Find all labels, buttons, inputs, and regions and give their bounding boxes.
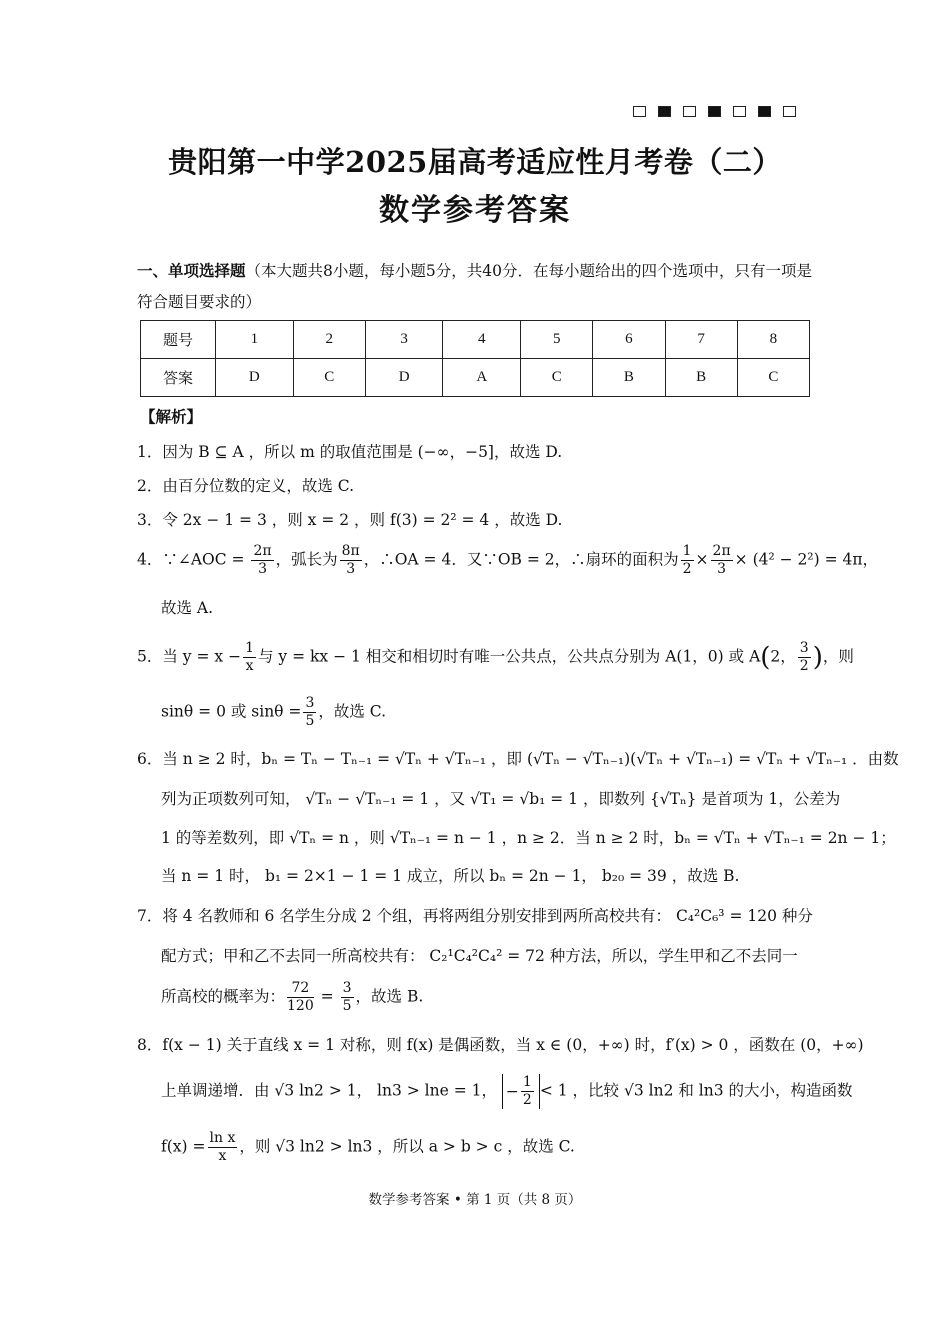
solution-5-line-2 [161,695,386,730]
document-subtitle: 数学参考答案 [379,193,571,228]
solution-text: 与 y = kx − 1 相交和相切时有唯一公共点，公共点分别为 A(1，0) 或 A [257,647,761,666]
corner-mark-empty [733,106,746,117]
answer-table-question-row [141,321,810,359]
solution-text: f(x − 1) 关于直线 x = 1 对称，则 f(x) 是偶函数，当 x ∈ (0，+∞) 时，f′(x) > 0 ，函数在 (0，+∞) [162,1036,864,1054]
equals-sign: = [315,987,339,1006]
answer-table [140,320,810,397]
fraction [303,695,316,730]
analysis-heading: 【解析】 [140,407,203,426]
fraction [341,980,354,1015]
solution-7-line-3 [161,980,423,1015]
solution-number: 3． [137,511,163,529]
corner-mark-filled [708,106,721,117]
solution-number: 8． [137,1036,163,1054]
denominator: x [245,658,254,674]
answer-cell: B [593,359,665,397]
corner-mark-empty [633,106,646,117]
question-number: 7 [665,321,737,359]
fraction [243,640,256,675]
solution-text: 由百分位数的定义，故选 C. [162,477,355,495]
question-number: 1 [216,321,294,359]
solution-number: 2． [137,477,163,495]
answer-cell: B [665,359,737,397]
solution-6-line-2: 列为正项数列可知， √Tₙ − √Tₙ₋₁ = 1 ，又 √T₁ = √b₁ = 1 ，即数列 {√Tₙ} 是首项为 1，公差为 [161,790,841,808]
solution-text: ，∴OA = 4．又∵OB = 2，∴扇环的面积为 [363,550,679,569]
solution-text: ，则 [822,647,854,666]
solution-number: 5． [137,647,163,666]
fraction [521,1074,534,1109]
solution-text: f(x) = [161,1137,206,1156]
question-number: 6 [593,321,665,359]
solution-number: 6． [137,750,163,768]
fraction [287,980,314,1015]
solution-text: 将 4 名教师和 6 名学生分成 2 个组，再将两组分别安排到两所高校共有： C₄²C₆³ = 120 种分 [162,907,813,925]
solution-1 [137,440,562,462]
corner-mark-filled [758,106,771,117]
point-coordinate: 2， [770,647,796,666]
minus-sign: − [505,1082,519,1101]
solution-number: 4． [137,550,163,569]
solution-text: < 1 ，比较 √3 ln2 和 ln3 的大小，构造函数 [539,1081,853,1100]
denominator: 2 [799,658,809,674]
document-title: 贵阳第一中学2025届高考适应性月考卷（二） [168,145,782,179]
numerator: 3 [305,695,315,711]
solution-text: ，弧长为 [275,550,338,569]
solution-5-line-1: 5．当 y = x − $\frac{1}{x}$ 与 y = kx − 1 相交和相切时有唯一公共点，公共点分别为 A(1，0) 或 A(2， $\frac{3}{2}$ )，则 [137,640,854,674]
answer-cell: C [737,359,809,397]
question-number: 8 [737,321,809,359]
solution-3 [137,508,562,530]
solution-6-line-1 [137,747,899,769]
solution-8-line-2 [161,1074,853,1109]
solution-6-line-3: 1 的等差数列，即 √Tₙ = n ，则 √Tₙ₋₁ = n − 1 ，n ≥ 2．当 n ≥ 2 时，bₙ = √Tₙ + √Tₙ₋₁ = 2n − 1； [161,829,896,847]
numerator: 3 [799,640,809,656]
page-footer: 数学参考答案 • 第 1 页（共 8 页） [368,1192,582,1208]
solution-text: 因为 B ⊆ A ，所以 m 的取值范围是 (−∞，−5]，故选 D. [162,443,563,461]
numerator: ln x [209,1130,236,1146]
solution-text: 当 y = x − [162,647,242,666]
fraction [340,543,362,578]
solution-number: 7． [137,907,163,925]
solution-text: ∵∠AOC = [162,550,245,569]
solution-text: 上单调递增．由 √3 ln2 > 1， ln3 > lne = 1， [161,1081,502,1100]
row-header-question: 题号 [141,321,216,359]
solution-text: ，则 √3 ln2 > ln3 ，所以 a > b > c ，故选 C. [239,1137,575,1156]
answer-cell: D [216,359,294,397]
solution-text: 当 n ≥ 2 时，bₙ = Tₙ − Tₙ₋₁ = √Tₙ + √Tₙ₋₁ ，即 (√Tₙ − √Tₙ₋₁)(√Tₙ + √Tₙ₋₁) = √Tₙ + √Tₙ₋₁ ．由数 [162,750,899,768]
solution-4-line-2: 故选 A. [161,599,214,617]
section-1-heading: 一、单项选择题 [137,261,246,280]
solution-text: 令 2x − 1 = 3 ，则 x = 2 ，则 f(3) = 2² = 4 ，故选 D. [162,511,563,529]
denominator: 5 [342,998,352,1014]
solution-6-line-4: 当 n = 1 时， b₁ = 2×1 − 1 = 1 成立，所以 bₙ = 2n − 1， b₂₀ = 39 ，故选 B. [161,867,740,885]
numerator: 1 [245,640,254,656]
answer-cell: C [521,359,593,397]
denominator: x [218,1148,227,1164]
solution-text: × (4² − 2²) = 4π， [734,550,879,569]
numerator: 8π [341,543,360,559]
corner-mark-empty [683,106,696,117]
answer-cell: D [365,359,443,397]
question-number: 4 [443,321,521,359]
denominator: 5 [305,713,315,729]
answer-cell: A [443,359,521,397]
question-number: 5 [521,321,593,359]
denominator: 3 [717,561,727,577]
answer-table-answer-row [141,359,810,397]
fraction [251,543,273,578]
corner-marks [633,106,796,117]
denominator: 3 [346,561,356,577]
numerator: 1 [682,543,692,559]
question-number: 2 [293,321,365,359]
solution-number: 1． [137,443,163,461]
corner-mark-empty [783,106,796,117]
answer-cell: C [293,359,365,397]
fraction [711,543,733,578]
solution-8-line-3 [161,1130,575,1165]
fraction [208,1130,238,1165]
denominator: 120 [287,998,314,1014]
numerator: 2π [253,543,272,559]
numerator: 72 [287,980,314,998]
fraction [798,640,811,675]
solution-text: ，故选 C. [318,702,387,721]
solution-7-line-1 [137,904,813,926]
denominator: 3 [258,561,267,577]
solution-8-line-1 [137,1033,864,1055]
corner-mark-filled [658,106,671,117]
numerator: 1 [522,1074,532,1090]
numerator: 3 [342,980,352,996]
denominator: 2 [522,1092,532,1108]
question-number: 3 [365,321,443,359]
row-header-answer: 答案 [141,359,216,397]
solution-text: ，故选 B. [355,987,424,1006]
fraction [681,543,694,578]
solution-text: 所高校的概率为： [161,987,286,1006]
solution-7-line-2: 配方式；甲和乙不去同一所高校共有： C₂¹C₄²C₄² = 72 种方法，所以，学生甲和乙不去同一 [161,947,798,965]
section-1-description: （本大题共8小题，每小题5分，共40分．在每小题给出的四个选项中，只有一项是符合题目要求的） [137,262,812,311]
section-1-header [137,255,817,318]
denominator: 2 [682,561,692,577]
solution-2 [137,474,354,496]
absolute-value [502,1074,540,1109]
solution-4-line-1: 4．∵∠AOC = $\frac{2\pi}{3}$ ，弧长为 $\frac{8\pi}{3}$ ，∴OA = 4．又∵OB = 2，∴扇环的面积为 $\frac{1}{2}$ × $\frac{2\pi}{3}$ × (4² − 2²) = 4π， [137,543,879,577]
solution-text: sinθ = 0 或 sinθ = [161,702,302,721]
numerator: 2π [712,543,731,559]
